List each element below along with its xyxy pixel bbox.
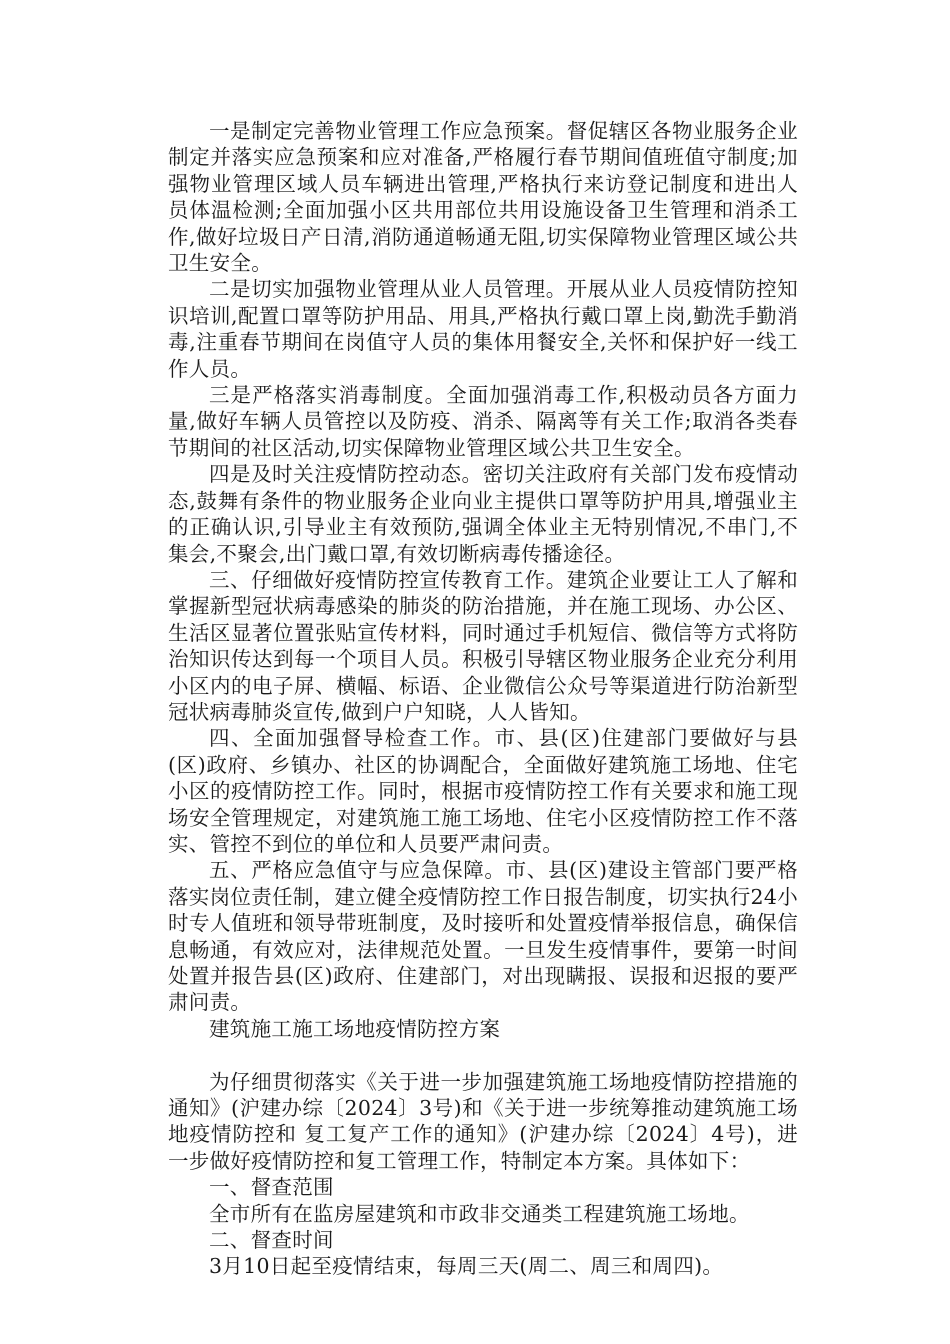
paragraph-intro: 为仔细贯彻落实《关于进一步加强建筑施工场地疫情防控措施的通知》(沪建办综〔2024〕3号)和《关于进一步统筹推动建筑施工场地疫情防控和 复工复产工作的通知》(沪建办综〔2024〕4号)，进一步做好疫情防控和复工管理工作，特制定本方案。具体如下： <box>168 1069 798 1173</box>
blank-line <box>168 1042 798 1068</box>
paragraph-emergency-duty: 五、严格应急值守与应急保障。市、县(区)建设主管部门要严格落实岗位责任制，建立健全疫情防控工作日报告制度，切实执行24小时专人值班和领导带班制度，及时接听和处置疫情举报信息，确保信息畅通，有效应对，法律规范处置。一旦发生疫情事件，要第一时间处置并报告县(区)政府、住建部门，对出现瞒报、误报和迟报的要严肃问责。 <box>168 858 798 1015</box>
paragraph-disinfection: 三是严格落实消毒制度。全面加强消毒工作,积极动员各方面力量,做好车辆人员管控以及防疫、消杀、隔离等有关工作;取消各类春节期间的社区活动,切实保障物业管理区域公共卫生安全。 <box>168 383 798 460</box>
paragraph-property-emergency-plan: 一是制定完善物业管理工作应急预案。督促辖区各物业服务企业制定并落实应急预案和应对准备,严格履行春节期间值班值守制度;加强物业管理区域人员车辆进出管理,严格执行来访登记制度和进出人员体温检测;全面加强小区共用部位共用设施设备卫生管理和消杀工作,做好垃圾日产日清,消防通道畅通无阻,切实保障物业管理区域公共卫生安全。 <box>168 119 798 276</box>
section-time-body: 3月10日起至疫情结束，每周三天(周二、周三和周四)。 <box>209 1254 724 1279</box>
plan-heading: 建筑施工施工场地疫情防控方案 <box>209 1016 501 1041</box>
paragraph-staff-management: 二是切实加强物业管理从业人员管理。开展从业人员疫情防控知识培训,配置口罩等防护用品、用具,严格执行戴口罩上岗,勤洗手勤消毒,注重春节期间在岗值守人员的集体用餐安全,关怀和保护好一线工作人员。 <box>168 277 798 381</box>
section-time-title: 二、督查时间 <box>209 1228 334 1253</box>
paragraph-supervision: 四、全面加强督导检查工作。市、县(区)住建部门要做好与县(区)政府、乡镇办、社区的协调配合，全面做好建筑施工场地、住宅小区的疫情防控工作。同时，根据市疫情防控工作有关要求和施工现场安全管理规定，对建筑施工施工场地、住宅小区疫情防控工作不落实、管控不到位的单位和人员要严肃问责。 <box>168 726 798 856</box>
section-scope-title: 一、督查范围 <box>209 1175 334 1200</box>
section-scope-body: 全市所有在监房屋建筑和市政非交通类工程建筑施工场地。 <box>209 1201 750 1226</box>
paragraph-epidemic-dynamics: 四是及时关注疫情防控动态。密切关注政府有关部门发布疫情动态,鼓舞有条件的物业服务企业向业主提供口罩等防护用具,增强业主的正确认识,引导业主有效预防,强调全体业主无特别情况,不串门,不集会,不聚会,出门戴口罩,有效切断病毒传播途径。 <box>168 462 798 566</box>
document-body <box>168 118 798 1280</box>
paragraph-publicity-education: 三、仔细做好疫情防控宣传教育工作。建筑企业要让工人了解和掌握新型冠状病毒感染的肺炎的防治措施，并在施工现场、办公区、生活区显著位置张贴宣传材料，同时通过手机短信、微信等方式将防治知识传达到每一个项目人员。积极引导辖区物业服务企业充分利用小区内的电子屏、横幅、标语、企业微信公众号等渠道进行防治新型冠状病毒肺炎宣传,做到户户知晓，人人皆知。 <box>168 567 798 724</box>
